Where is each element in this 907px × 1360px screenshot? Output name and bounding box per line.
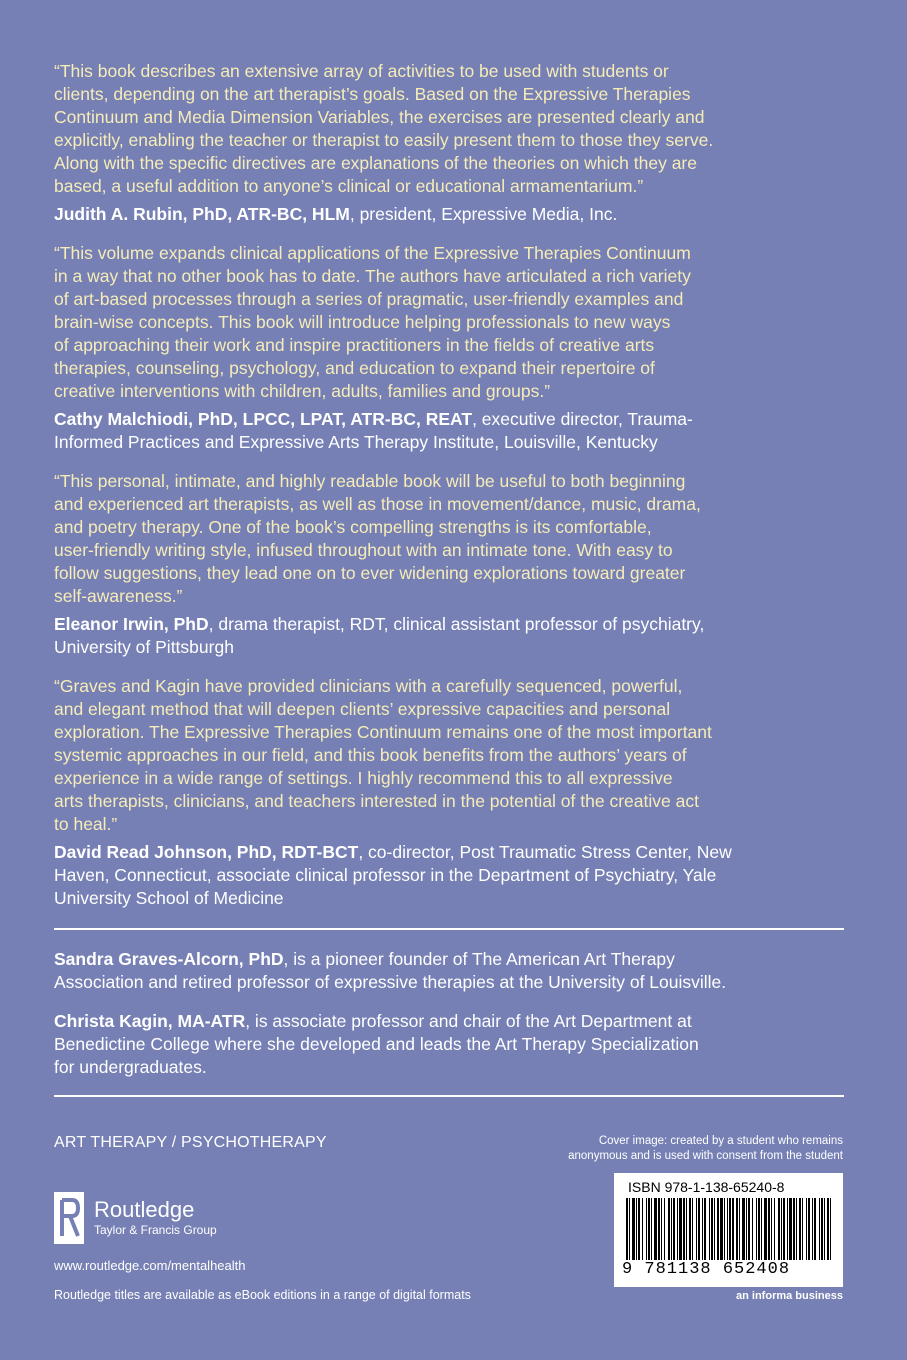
barcode-bar (679, 1198, 682, 1260)
barcode-bar (658, 1198, 660, 1260)
endorsement-4 (54, 675, 854, 910)
barcode-bar (789, 1198, 792, 1260)
publisher-website[interactable]: www.routledge.com/mentalhealth (54, 1258, 246, 1273)
ebook-note: Routledge titles are available as eBook editions in a range of digital formats (54, 1288, 471, 1302)
barcode-bar (704, 1198, 706, 1260)
barcode-bar (796, 1198, 797, 1260)
barcode-bar (661, 1198, 662, 1260)
barcode-bar (830, 1198, 831, 1260)
barcode-bar (689, 1198, 691, 1260)
barcode-bar (668, 1198, 670, 1260)
endorser-name: Eleanor Irwin, PhD (54, 614, 209, 634)
barcode-bar (756, 1198, 757, 1260)
endorsement-attribution: Cathy Malchiodi, PhD, LPCC, LPAT, ATR-BC, REAT, executive director, Trauma- Informed Practices and Expressive Arts Therapy Institute, Louisville, Kentucky (54, 409, 693, 452)
barcode-bar (739, 1198, 740, 1260)
barcode-bar (802, 1198, 803, 1260)
barcode-bar (671, 1198, 672, 1260)
endorsement-1 (54, 60, 854, 226)
barcode-bar (742, 1198, 745, 1260)
endorsement-2 (54, 242, 854, 454)
barcode-bar (758, 1198, 760, 1260)
barcode-bar (702, 1198, 703, 1260)
barcode-bar (812, 1198, 813, 1260)
barcode-bar (626, 1198, 628, 1260)
publisher-name: Routledge (94, 1197, 195, 1222)
barcode-bar (720, 1198, 723, 1260)
informa-tagline: an informa business (736, 1290, 843, 1302)
author-bio-2: Christa Kagin, MA-ATR, is associate professor and chair of the Art Department at Benedictine College where she developed and leads the Art Therapy Specialization for undergraduates. (54, 1011, 699, 1077)
barcode-bar (746, 1198, 747, 1260)
barcode-bar (724, 1198, 725, 1260)
barcode-bar (783, 1198, 785, 1260)
endorsement-quote: “This personal, intimate, and highly readable book will be useful to both beginning and experienced art therapists, as well as those in movement/dance, music, drama, and poetry therapy. One of the book’s compelling strengths is its comfortable, user-friendly writing style, infused throughout with an intimate tone. With easy to follow suggestions, they lead one on to ever widening explorations toward greater self-awareness.” (54, 471, 701, 606)
barcode-bar (781, 1198, 782, 1260)
barcode-bar (819, 1198, 820, 1260)
barcode-bar (646, 1198, 647, 1260)
author-bio-1: Sandra Graves-Alcorn, PhD, is a pioneer founder of The American Art Therapy Association and retired professor of expressive therapies at the University of Louisville. (54, 949, 727, 992)
barcode-bar (664, 1198, 665, 1260)
barcode-bar (761, 1198, 762, 1260)
barcode-bar (821, 1198, 823, 1260)
barcode-bar (648, 1198, 650, 1260)
barcode-bar (778, 1198, 780, 1260)
routledge-icon (54, 1192, 84, 1244)
endorsement-attribution: David Read Johnson, PhD, RDT-BCT, co-director, Post Traumatic Stress Center, New Haven, Connecticut, associate clinical professor in the Department of Psychiatry, Yale University School of Medicine (54, 842, 732, 908)
endorsement-attribution: Judith A. Rubin, PhD, ATR-BC, HLM, president, Expressive Media, Inc. (54, 204, 618, 224)
barcode-bar (824, 1198, 825, 1260)
barcode-bar (799, 1198, 801, 1260)
barcode-bar (771, 1198, 772, 1260)
endorser-name: David Read Johnson, PhD, RDT-BCT (54, 842, 359, 862)
divider (54, 928, 844, 930)
barcode-bar (629, 1198, 630, 1260)
barcode-panel (614, 1173, 843, 1287)
barcode-bar (736, 1198, 738, 1260)
barcode-bar (638, 1198, 640, 1260)
barcode-bar (806, 1198, 807, 1260)
barcode-bar (727, 1198, 728, 1260)
barcode-bar (764, 1198, 767, 1260)
author-name: Christa Kagin, MA-ATR (54, 1011, 246, 1031)
isbn-label: ISBN 978-1-138-65240-8 (628, 1179, 785, 1195)
barcode-bar (814, 1198, 816, 1260)
endorser-name: Judith A. Rubin, PhD, ATR-BC, HLM (54, 204, 350, 224)
back-cover-text (54, 60, 854, 1115)
barcode-bar (768, 1198, 770, 1260)
barcode-bar (696, 1198, 697, 1260)
endorsement-quote: “This volume expands clinical applications of the Expressive Therapies Continuum in a way that no other book has to date. The authors have articulated a rich variety of art-based processes through a series of pragmatic, user-friendly examples and brain-wise concepts. This book will introduce helping professionals to new ways of approaching their work and inspire practitioners in the fields of creative arts therapies, counseling, psychology, and education to expand their repertoire of creative interventions with children, adults, families and groups.” (54, 243, 691, 401)
barcode-bar (698, 1198, 700, 1260)
barcode-bar (654, 1198, 657, 1260)
cover-credit: Cover image: created by a student who remains anonymous and is used with consent from the student (568, 1135, 843, 1162)
endorsement-3 (54, 470, 854, 659)
barcode-bar (808, 1198, 810, 1260)
barcode-bar (683, 1198, 685, 1260)
barcode-bar (709, 1198, 710, 1260)
barcode-bar (714, 1198, 715, 1260)
barcode-bar (632, 1198, 635, 1260)
subject-category: ART THERAPY / PSYCHOTHERAPY (54, 1134, 327, 1151)
barcode-bar (732, 1198, 734, 1260)
barcode-bar (729, 1198, 731, 1260)
barcode-bar (774, 1198, 775, 1260)
endorsement-attribution: Eleanor Irwin, PhD, drama therapist, RDT, clinical assistant professor of psychiatry, University of Pittsburgh (54, 614, 705, 657)
barcode-bar (686, 1198, 687, 1260)
barcode (626, 1198, 831, 1260)
barcode-bar (793, 1198, 795, 1260)
endorser-name: Cathy Malchiodi, PhD, LPCC, LPAT, ATR-BC, REAT (54, 409, 473, 429)
barcode-number: 9 781138 652408 (622, 1260, 791, 1279)
barcode-bar (827, 1198, 829, 1260)
barcode-bar (717, 1198, 719, 1260)
author-name: Sandra Graves-Alcorn, PhD (54, 949, 284, 969)
barcode-bar (651, 1198, 652, 1260)
barcode-bar (692, 1198, 693, 1260)
barcode-bar (787, 1198, 788, 1260)
barcode-bar (673, 1198, 675, 1260)
publisher-group: Taylor & Francis Group (94, 1223, 217, 1237)
barcode-bar (748, 1198, 750, 1260)
barcode-bar (677, 1198, 678, 1260)
barcode-bar (636, 1198, 637, 1260)
barcode-bar (752, 1198, 753, 1260)
publisher-logo (54, 1192, 217, 1244)
barcode-bar (642, 1198, 643, 1260)
barcode-bar (711, 1198, 713, 1260)
divider (54, 1095, 844, 1097)
endorsement-quote: “This book describes an extensive array of activities to be used with students or clients, depending on the art therapist’s goals. Based on the Expressive Therapies Continuum and Media Dimension Variables, the exercises are presented clearly and explicitly, enabling the teacher or therapist to easily present them to those they serve. Along with the specific directives are explanations of the theories on which they are based, a useful addition to anyone’s clinical or educational armamentarium.” (54, 61, 714, 196)
endorsement-quote: “Graves and Kagin have provided clinicians with a carefully sequenced, powerful, and elegant method that will deepen clients’ expressive capacities and personal exploration. The Expressive Therapies Continuum remains one of the most important systemic approaches in our field, and this book benefits from the authors’ years of experience in a wide range of settings. I highly recommend this to all expressive arts therapists, clinicians, and teachers interested in the potential of the creative act to heal.” (54, 676, 712, 834)
